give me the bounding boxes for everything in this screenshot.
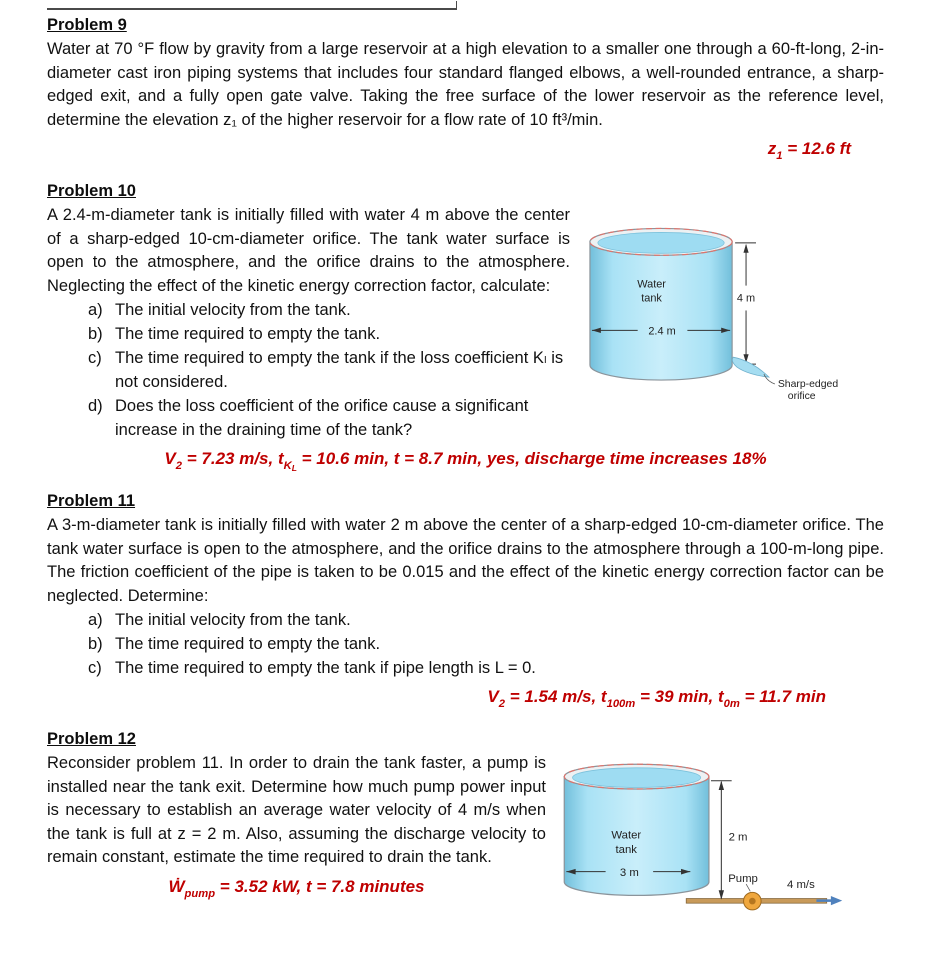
- tank-body: [590, 242, 732, 380]
- problem-12-section: [47, 730, 884, 898]
- water-surface: [598, 232, 724, 253]
- item-label: d): [88, 397, 103, 415]
- list-item: [47, 656, 884, 680]
- item-text: The time required to empty the tank if the loss coefficient Kₗ is not considered.: [115, 349, 564, 391]
- water-label-line1: Water: [611, 829, 642, 842]
- velocity-arrow: [816, 896, 842, 905]
- item-text: The time required to empty the tank.: [115, 325, 381, 343]
- pump-leader-line: [746, 884, 750, 891]
- problem-10-answer: $V_2 = 7.23$ m/s, $t_{KL} = 10.6$ min, t = 8.7 min, yes, discharge time increases 18%: [164, 449, 767, 474]
- item-label: c): [88, 659, 102, 677]
- problem-11-body: A 3-m-diameter tank is initially filled with water 2 m above the center of a sharp-edged 10-cm-diameter orifice. The tank water surface is open to the atmosphere, and the orifice drains to the atmosphere through a 100-m-long pipe. The friction coefficient of the pipe is taken to be 0.015 and the effect of the kinetic energy correction factor can be neglected. Determine:: [47, 516, 884, 605]
- item-text: The time required to empty the tank.: [115, 635, 381, 653]
- problem-9-body: Water at 70 °F flow by gravity from a large reservoir at a high elevation to a smaller one through a 60-ft-long, 2-in-diameter cast iron piping systems that includes four standard flanged elbows, a well-rounded entrance, a sharp-edged exit, and a fully open gate valve. Taking the free surface of the lower reservoir as the reference level, determine the elevation z₁ of the higher reservoir for a flow rate of 10 ft³/min.: [47, 40, 884, 129]
- tank-diagram-problem-10: [580, 218, 928, 410]
- orifice-label-line2: orifice: [787, 390, 816, 402]
- problem-12-answer: Ẇ$_{pump}$ = 3.52 kW, t = 7.8 minutes: [168, 876, 425, 900]
- sharp-edged-orifice: [732, 357, 774, 384]
- pump-hub: [749, 898, 756, 905]
- water-surface: [573, 768, 701, 788]
- list-item: [47, 394, 570, 442]
- problem-9-title: Problem 9: [47, 16, 127, 34]
- problem-10-title: Problem 10: [47, 182, 136, 200]
- water-label-line2: tank: [615, 844, 638, 857]
- tank-diagram-10-svg: [580, 218, 928, 405]
- velocity-label: 4 m/s: [787, 879, 815, 892]
- item-label: a): [88, 301, 103, 319]
- list-item: [47, 632, 884, 656]
- item-label: b): [88, 325, 103, 343]
- list-item: [47, 608, 884, 632]
- item-text: The time required to empty the tank if pipe length is L = 0.: [115, 659, 536, 677]
- problem-12-body: Reconsider problem 11. In order to drain the tank faster, a pump is installed near the tank exit. Determine how much pump power input is necessary to establish an average water velocity of 4 m/s when the tank is full at z = 2 m. Also, assuming the discharge velocity to remain constant, estimate the time required to drain the tank.: [47, 754, 546, 866]
- problem-10-section: [47, 182, 884, 474]
- problem-9-section: [47, 16, 884, 163]
- item-text: Does the loss coefficient of the orifice cause a significant increase in the draining time of the tank?: [115, 397, 529, 439]
- pump: [744, 884, 762, 910]
- problem-9-answer: $z_1 = 12.6$ ft: [767, 139, 851, 163]
- item-text: The initial velocity from the tank.: [115, 611, 351, 629]
- tank-diagram-problem-12: [556, 758, 928, 926]
- diameter-dim-label: 2.4 m: [648, 325, 676, 338]
- height-dim-label: 2 m: [728, 831, 748, 844]
- pump-label: Pump: [728, 872, 758, 885]
- height-dim-label: 4 m: [736, 292, 756, 305]
- item-text: The initial velocity from the tank.: [115, 301, 351, 319]
- list-item: [47, 298, 570, 322]
- problem-10-body: A 2.4-m-diameter tank is initially filled with water 4 m above the center of a sharp-edged 10-cm-diameter orifice. The tank water surface is open to the atmosphere, and the orifice drains to the atmosphere. Neglecting the effect of the kinetic energy correction factor, calculate:: [47, 206, 570, 295]
- problem-11-answer: $V_2 = 1.54$ m/s, $t_{100m} = 39$ min, $t_{0m} = 11.7$ min: [487, 687, 826, 711]
- list-item: [47, 322, 570, 346]
- tank-diagram-12-svg: [556, 758, 928, 921]
- top-divider: [47, 8, 457, 10]
- list-item: [47, 346, 570, 394]
- problem-11-title: Problem 11: [47, 492, 136, 510]
- item-label: b): [88, 635, 103, 653]
- problem-12-title: Problem 12: [47, 730, 136, 748]
- orifice-label: [778, 379, 838, 402]
- item-label: c): [88, 349, 102, 367]
- water-label-line2: tank: [641, 292, 662, 305]
- problem-11-list: [47, 608, 884, 680]
- orifice-jet: [732, 357, 769, 377]
- water-label-line1: Water: [637, 278, 666, 291]
- orifice-label-line1: Sharp-edged: [777, 379, 839, 391]
- diameter-dim-label: 3 m: [619, 866, 639, 879]
- item-label: a): [88, 611, 103, 629]
- problem-11-section: [47, 492, 884, 711]
